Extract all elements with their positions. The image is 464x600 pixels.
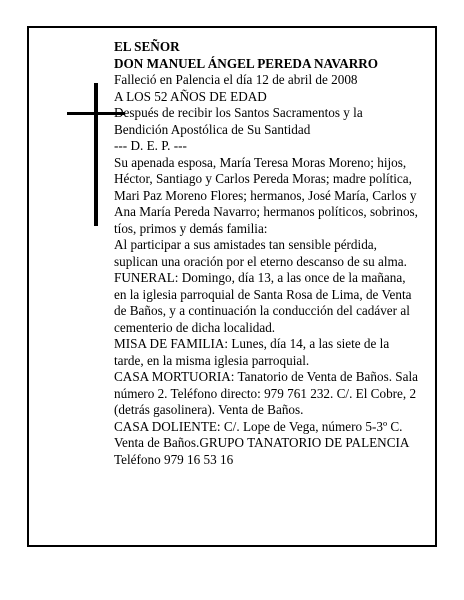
funeral-info: FUNERAL: Domingo, día 13, a las once de la mañana, en la iglesia parroquial de Santa Rosa de Lima, de Venta de Baños, y a continuación la conducción del cadáver al cementerio de dicha localidad.	[114, 270, 412, 335]
death-statement: Falleció en Palencia el día 12 de abril de 2008	[114, 72, 358, 87]
sacraments-statement: Después de recibir los Santos Sacramentos y la Bendición Apostólica de Su Santidad	[114, 105, 363, 137]
home-info: CASA DOLIENTE: C/. Lope de Vega, número 5-3º C. Venta de Baños.GRUPO TANATORIO DE PALENCIA	[114, 418, 410, 450]
mortuary-info: CASA MORTUORIA: Tanatorio de Venta de Baños. Sala número 2. Teléfono directo: 979 761 232. C/. El Cobre, 2 (detrás gasolinera). Venta de Baños.	[114, 369, 419, 417]
notice-text	[114, 39, 418, 468]
mass-info: MISA DE FAMILIA: Lunes, día 14, a las siete de la tarde, en la misma iglesia parroquial.	[114, 336, 390, 368]
age-statement: A LOS 52 AÑOS DE EDAD	[114, 88, 267, 104]
prayer-statement: Al participar a sus amistades tan sensible pérdida, suplican una oración por el eterno descanso de su alma.	[114, 237, 407, 269]
cross-icon	[94, 83, 98, 226]
rip-statement: --- D. E. P. ---	[114, 138, 187, 153]
notice-title: EL SEÑOR	[114, 39, 180, 54]
family-statement: Su apenada esposa, María Teresa Moras Moreno; hijos, Héctor, Santiago y Carlos Pereda Moras; madre política, Mari Paz Moreno Flores; hermanos, José María, Carlos y Ana María Pereda Navarro; hermanos políticos, sobrinos, tíos, primos y demás familia:	[114, 154, 418, 236]
phone-info: Teléfono 979 16 53 16	[114, 451, 234, 467]
deceased-name: DON MANUEL ÁNGEL PEREDA NAVARRO	[114, 55, 379, 71]
